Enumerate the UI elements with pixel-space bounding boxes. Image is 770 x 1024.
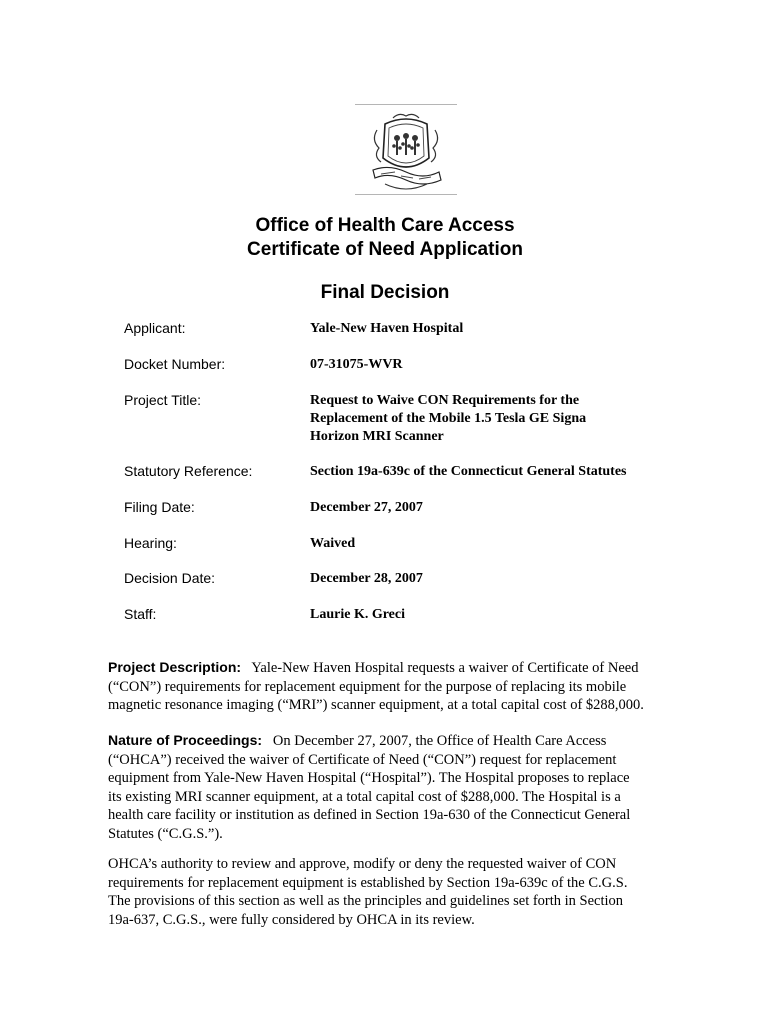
paragraph-line: 19a-637, C.G.S., were fully considered by OHCA in its review. xyxy=(108,911,475,928)
state-seal-icon xyxy=(365,110,447,192)
decision-title: Final Decision xyxy=(320,282,450,303)
field-value: 07-31075-WVR xyxy=(310,357,403,372)
field-label: Applicant: xyxy=(124,320,186,336)
paragraph-line: health care facility or institution as defined in Section 19a-630 of the Connecticut General xyxy=(108,807,631,823)
authority-paragraph xyxy=(108,855,678,929)
paragraph-line: equipment from Yale-New Haven Hospital (“Hospital”). The Hospital proposes to replace xyxy=(108,770,630,786)
field-label: Hearing: xyxy=(124,535,177,551)
project-description-heading: Project Description: xyxy=(108,659,242,675)
paragraph-line: (“CON”) requirements for replacement equipment for the purpose of replacing its mobile xyxy=(108,678,627,695)
paragraph-line xyxy=(108,731,678,751)
nature-of-proceedings-paragraph xyxy=(108,731,678,843)
paragraph-text: On December 27, 2007, the Office of Health Care Access xyxy=(272,733,607,749)
field-value: December 28, 2007 xyxy=(310,571,423,586)
paragraph-text: Yale-New Haven Hospital requests a waiver of Certificate of Need xyxy=(251,660,639,676)
paragraph-line: requirements for replacement equipment is established by Section 19a-639c of the C.G.S. xyxy=(108,874,628,891)
state-seal xyxy=(355,104,457,196)
field-label: Decision Date: xyxy=(124,570,216,586)
field-value-line: Request to Waive CON Requirements for the xyxy=(310,393,580,408)
paragraph-line: (“OHCA”) received the waiver of Certificate of Need (“CON”) request for replacement xyxy=(108,751,617,768)
field-value-line: Replacement of the Mobile 1.5 Tesla GE Signa xyxy=(310,411,587,426)
nature-of-proceedings-heading: Nature of Proceedings: xyxy=(108,732,263,748)
paragraph-line: OHCA’s authority to review and approve, modify or deny the requested waiver of CON xyxy=(108,856,617,872)
paragraph-line: its existing MRI scanner equipment, at a total capital cost of $288,000. The Hospital is a xyxy=(108,788,621,805)
field-value xyxy=(310,392,670,446)
field-value: Section 19a-639c of the Connecticut General Statutes xyxy=(310,464,627,479)
field-value: Waived xyxy=(310,536,356,551)
field-value: December 27, 2007 xyxy=(310,500,423,515)
field-value-line: Horizon MRI Scanner xyxy=(310,429,444,444)
paragraph-line: magnetic resonance imaging (“MRI”) scanner equipment, at a total capital cost of $288,000. xyxy=(108,697,644,713)
application-title: Certificate of Need Application xyxy=(247,239,523,260)
project-description-paragraph xyxy=(108,658,678,715)
seal-top-rule xyxy=(355,104,457,105)
seal-bottom-rule xyxy=(355,194,457,195)
paragraph-line xyxy=(108,658,678,678)
field-label: Filing Date: xyxy=(124,499,195,515)
field-value: Laurie K. Greci xyxy=(310,607,405,622)
paragraph-line: The provisions of this section as well as the principles and guidelines set forth in Section xyxy=(108,893,624,909)
office-title: Office of Health Care Access xyxy=(255,215,515,236)
field-value: Yale-New Haven Hospital xyxy=(310,321,464,336)
field-label: Docket Number: xyxy=(124,356,226,372)
paragraph-line: Statutes (“C.G.S.”). xyxy=(108,825,223,842)
field-label: Project Title: xyxy=(124,392,202,408)
field-label: Statutory Reference: xyxy=(124,463,253,479)
field-label: Staff: xyxy=(124,606,157,622)
